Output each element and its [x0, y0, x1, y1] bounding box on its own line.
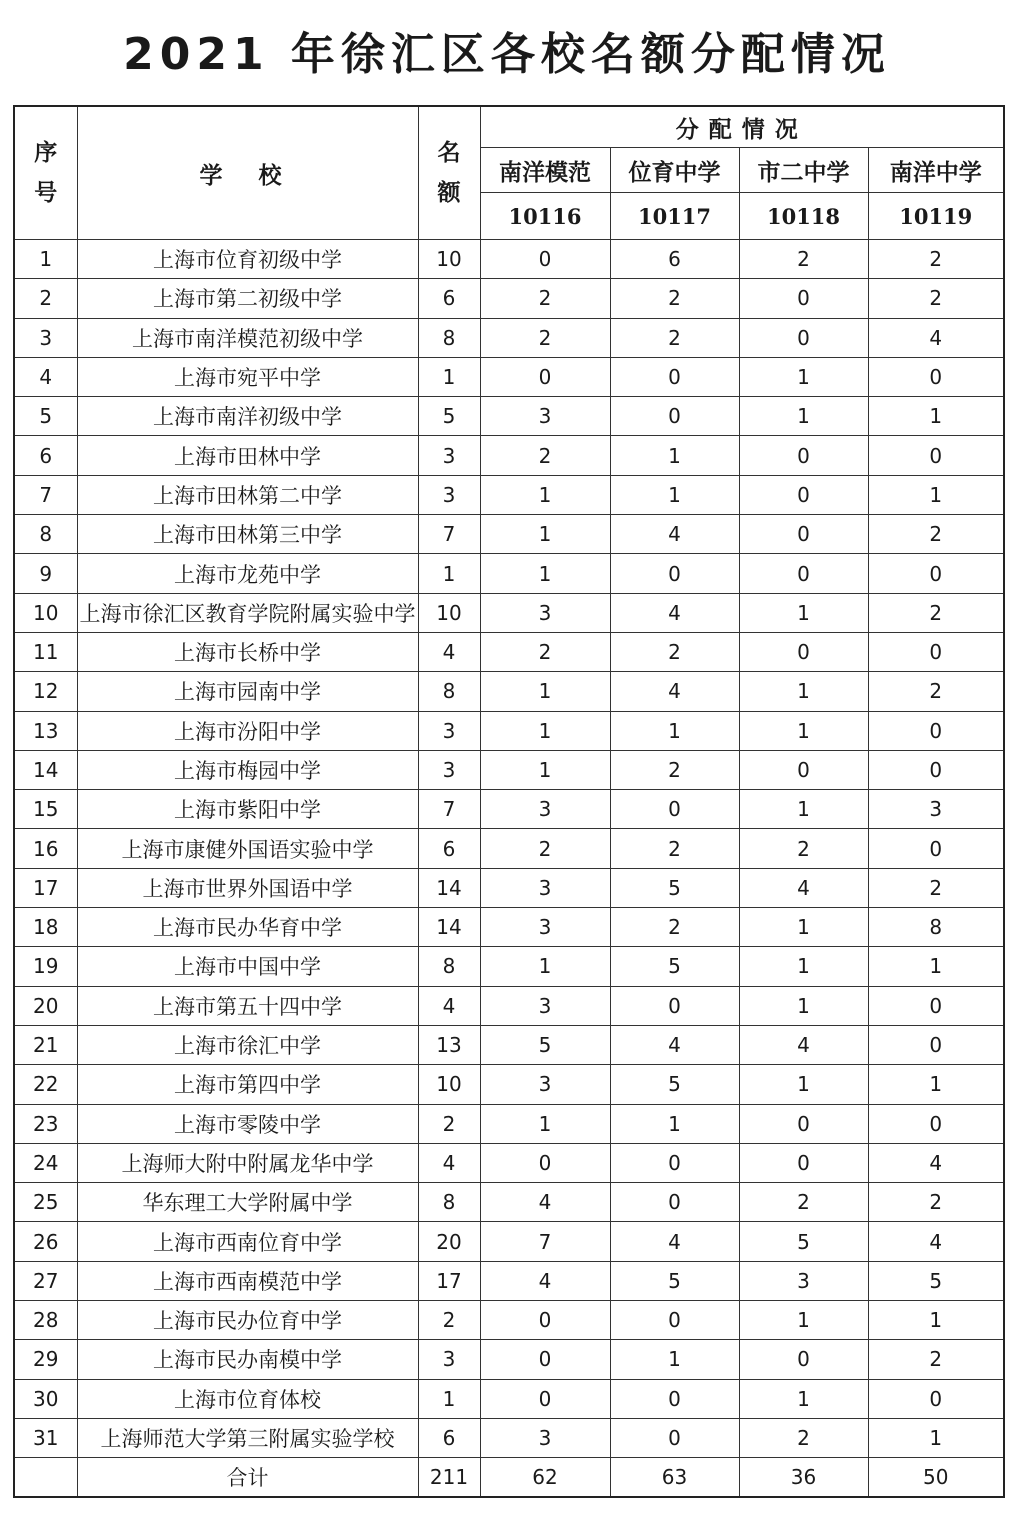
row-index: 5: [14, 397, 77, 436]
row-allocation: 0: [610, 554, 739, 593]
total-value: 63: [610, 1458, 739, 1498]
row-quota: 10: [418, 1065, 480, 1104]
table-body: [14, 240, 1004, 1458]
row-allocation: 0: [480, 357, 610, 396]
row-allocation: 2: [868, 1340, 1004, 1379]
row-allocation: 2: [610, 632, 739, 671]
row-allocation: 0: [480, 1143, 610, 1182]
header-target-code: 10116: [480, 193, 610, 240]
row-quota: 3: [418, 750, 480, 789]
header-target-code: 10117: [610, 193, 739, 240]
row-allocation: 4: [868, 1143, 1004, 1182]
row-allocation: 1: [480, 672, 610, 711]
row-allocation: 4: [739, 868, 868, 907]
row-allocation: 0: [739, 279, 868, 318]
row-allocation: 1: [739, 672, 868, 711]
total-value: 50: [868, 1458, 1004, 1498]
table-row: [14, 279, 1004, 318]
row-allocation: 4: [739, 1025, 868, 1064]
row-allocation: 1: [739, 1379, 868, 1418]
row-allocation: 4: [610, 672, 739, 711]
table-row: [14, 1143, 1004, 1182]
row-school-name: 上海市中国中学: [77, 947, 418, 986]
row-allocation: 0: [739, 1340, 868, 1379]
row-allocation: 2: [868, 672, 1004, 711]
row-quota: 3: [418, 475, 480, 514]
row-quota: 8: [418, 318, 480, 357]
row-quota: 10: [418, 240, 480, 279]
row-allocation: 0: [480, 1301, 610, 1340]
row-index: 14: [14, 750, 77, 789]
row-index: 28: [14, 1301, 77, 1340]
total-label: 合计: [77, 1458, 418, 1498]
row-quota: 8: [418, 1183, 480, 1222]
row-school-name: 上海市民办位育中学: [77, 1301, 418, 1340]
row-index: 15: [14, 790, 77, 829]
row-allocation: 1: [480, 515, 610, 554]
row-allocation: 2: [868, 279, 1004, 318]
header-target-code: 10118: [739, 193, 868, 240]
row-allocation: 0: [868, 1379, 1004, 1418]
table-row: [14, 1222, 1004, 1261]
table-row: [14, 475, 1004, 514]
table-header: [14, 106, 1004, 240]
row-quota: 14: [418, 868, 480, 907]
row-quota: 5: [418, 397, 480, 436]
row-allocation: 2: [480, 632, 610, 671]
row-quota: 1: [418, 1379, 480, 1418]
table-row: [14, 986, 1004, 1025]
row-school-name: 上海市西南模范中学: [77, 1261, 418, 1300]
row-allocation: 1: [868, 947, 1004, 986]
row-allocation: 4: [868, 1222, 1004, 1261]
row-quota: 13: [418, 1025, 480, 1064]
row-index: 10: [14, 593, 77, 632]
row-allocation: 3: [480, 397, 610, 436]
row-allocation: 1: [739, 357, 868, 396]
row-quota: 8: [418, 672, 480, 711]
row-school-name: 上海师大附中附属龙华中学: [77, 1143, 418, 1182]
row-allocation: 6: [610, 240, 739, 279]
row-allocation: 3: [480, 908, 610, 947]
row-allocation: 1: [739, 790, 868, 829]
row-index: 25: [14, 1183, 77, 1222]
row-quota: 3: [418, 1340, 480, 1379]
row-school-name: 上海市第二初级中学: [77, 279, 418, 318]
row-allocation: 3: [480, 868, 610, 907]
table-row: [14, 790, 1004, 829]
row-school-name: 上海市零陵中学: [77, 1104, 418, 1143]
row-allocation: 1: [610, 1340, 739, 1379]
row-index: 11: [14, 632, 77, 671]
row-quota: 6: [418, 1418, 480, 1457]
row-school-name: 上海市西南位育中学: [77, 1222, 418, 1261]
row-allocation: 3: [480, 1418, 610, 1457]
table-row: [14, 711, 1004, 750]
row-school-name: 上海市第五十四中学: [77, 986, 418, 1025]
row-index: 1: [14, 240, 77, 279]
row-allocation: 3: [739, 1261, 868, 1300]
row-allocation: 2: [739, 1418, 868, 1457]
row-index: 21: [14, 1025, 77, 1064]
row-allocation: 3: [480, 1065, 610, 1104]
row-index: 4: [14, 357, 77, 396]
row-index: 7: [14, 475, 77, 514]
row-index: 20: [14, 986, 77, 1025]
quota-table: [13, 105, 1005, 1498]
row-allocation: 2: [739, 240, 868, 279]
row-allocation: 2: [610, 318, 739, 357]
row-allocation: 0: [868, 436, 1004, 475]
table-row: [14, 240, 1004, 279]
row-allocation: 4: [480, 1261, 610, 1300]
row-index: 13: [14, 711, 77, 750]
table-row: [14, 397, 1004, 436]
row-allocation: 1: [610, 1104, 739, 1143]
row-school-name: 上海市田林第三中学: [77, 515, 418, 554]
row-quota: 8: [418, 947, 480, 986]
row-allocation: 2: [480, 436, 610, 475]
row-allocation: 0: [610, 1183, 739, 1222]
table-row: [14, 318, 1004, 357]
row-school-name: 上海市民办华育中学: [77, 908, 418, 947]
header-quota-line2: 额: [437, 179, 461, 206]
table-row: [14, 908, 1004, 947]
table-row: [14, 554, 1004, 593]
row-quota: 4: [418, 1143, 480, 1182]
row-allocation: 1: [868, 1418, 1004, 1457]
row-index: 3: [14, 318, 77, 357]
row-allocation: 1: [739, 1065, 868, 1104]
row-quota: 20: [418, 1222, 480, 1261]
row-school-name: 上海市田林中学: [77, 436, 418, 475]
row-allocation: 0: [480, 1379, 610, 1418]
row-allocation: 1: [868, 397, 1004, 436]
row-index: 31: [14, 1418, 77, 1457]
row-allocation: 0: [739, 1143, 868, 1182]
row-allocation: 1: [480, 475, 610, 514]
table-row: [14, 593, 1004, 632]
header-target-name: 市二中学: [739, 148, 868, 193]
table-row: [14, 1183, 1004, 1222]
row-quota: 6: [418, 829, 480, 868]
row-allocation: 1: [480, 947, 610, 986]
row-allocation: 0: [868, 986, 1004, 1025]
row-allocation: 5: [739, 1222, 868, 1261]
row-quota: 2: [418, 1104, 480, 1143]
total-quota: 211: [418, 1458, 480, 1498]
row-allocation: 0: [868, 357, 1004, 396]
row-quota: 6: [418, 279, 480, 318]
row-school-name: 上海市龙苑中学: [77, 554, 418, 593]
row-school-name: 上海市汾阳中学: [77, 711, 418, 750]
row-allocation: 0: [739, 436, 868, 475]
row-allocation: 2: [868, 1183, 1004, 1222]
table-row: [14, 436, 1004, 475]
row-allocation: 2: [610, 750, 739, 789]
row-allocation: 5: [610, 1065, 739, 1104]
table-row: [14, 1301, 1004, 1340]
row-index: 29: [14, 1340, 77, 1379]
row-school-name: 上海市康健外国语实验中学: [77, 829, 418, 868]
row-allocation: 0: [739, 632, 868, 671]
row-index: 24: [14, 1143, 77, 1182]
row-allocation: 4: [610, 515, 739, 554]
header-quota: [418, 106, 480, 240]
row-allocation: 1: [868, 1065, 1004, 1104]
row-allocation: 8: [868, 908, 1004, 947]
table-row: [14, 947, 1004, 986]
row-allocation: 5: [868, 1261, 1004, 1300]
row-allocation: 0: [739, 1104, 868, 1143]
header-index: [14, 106, 77, 240]
row-allocation: 0: [610, 397, 739, 436]
row-allocation: 0: [610, 357, 739, 396]
row-allocation: 1: [610, 711, 739, 750]
header-distribution: 分配情况: [480, 106, 1004, 148]
row-allocation: 0: [610, 1379, 739, 1418]
table-row: [14, 515, 1004, 554]
row-school-name: 上海市梅园中学: [77, 750, 418, 789]
row-allocation: 2: [610, 829, 739, 868]
row-index: 16: [14, 829, 77, 868]
row-allocation: 0: [868, 750, 1004, 789]
table-row: [14, 357, 1004, 396]
row-index: 30: [14, 1379, 77, 1418]
table-row: [14, 672, 1004, 711]
row-school-name: 上海市民办南模中学: [77, 1340, 418, 1379]
row-allocation: 4: [610, 1222, 739, 1261]
row-allocation: 2: [868, 868, 1004, 907]
row-allocation: 2: [480, 318, 610, 357]
row-school-name: 上海市南洋初级中学: [77, 397, 418, 436]
row-quota: 7: [418, 515, 480, 554]
row-quota: 4: [418, 632, 480, 671]
row-allocation: 3: [480, 593, 610, 632]
row-quota: 10: [418, 593, 480, 632]
row-allocation: 1: [480, 554, 610, 593]
row-index: 8: [14, 515, 77, 554]
row-allocation: 2: [480, 279, 610, 318]
table-row: [14, 632, 1004, 671]
row-index: 19: [14, 947, 77, 986]
row-quota: 1: [418, 357, 480, 396]
row-index: 18: [14, 908, 77, 947]
row-index: 12: [14, 672, 77, 711]
row-allocation: 0: [610, 1301, 739, 1340]
row-allocation: 0: [739, 554, 868, 593]
row-allocation: 0: [480, 1340, 610, 1379]
row-index: 23: [14, 1104, 77, 1143]
header-index-line1: 序: [34, 139, 58, 166]
row-index: 22: [14, 1065, 77, 1104]
header-target-name: 南洋模范: [480, 148, 610, 193]
header-quota-line1: 名: [437, 139, 461, 166]
row-allocation: 1: [480, 1104, 610, 1143]
header-target-name: 位育中学: [610, 148, 739, 193]
row-school-name: 上海市园南中学: [77, 672, 418, 711]
row-allocation: 0: [480, 240, 610, 279]
row-allocation: 1: [739, 947, 868, 986]
row-allocation: 1: [610, 475, 739, 514]
table-row: [14, 750, 1004, 789]
row-allocation: 2: [868, 515, 1004, 554]
row-allocation: 1: [480, 711, 610, 750]
row-quota: 1: [418, 554, 480, 593]
row-allocation: 1: [480, 750, 610, 789]
header-index-line2: 号: [34, 179, 58, 206]
row-allocation: 1: [739, 986, 868, 1025]
total-row: [14, 1458, 1004, 1498]
row-allocation: 0: [868, 829, 1004, 868]
table-row: [14, 868, 1004, 907]
row-allocation: 7: [480, 1222, 610, 1261]
row-school-name: 上海市宛平中学: [77, 357, 418, 396]
row-allocation: 1: [739, 397, 868, 436]
row-index: 2: [14, 279, 77, 318]
row-allocation: 0: [739, 515, 868, 554]
table-row: [14, 1065, 1004, 1104]
row-allocation: 4: [480, 1183, 610, 1222]
row-school-name: 上海市第四中学: [77, 1065, 418, 1104]
row-allocation: 0: [610, 790, 739, 829]
row-allocation: 2: [739, 829, 868, 868]
row-allocation: 1: [610, 436, 739, 475]
row-allocation: 0: [868, 1025, 1004, 1064]
row-allocation: 0: [868, 1104, 1004, 1143]
row-allocation: 0: [739, 750, 868, 789]
row-allocation: 0: [610, 1143, 739, 1182]
row-school-name: 上海市田林第二中学: [77, 475, 418, 514]
row-school-name: 华东理工大学附属中学: [77, 1183, 418, 1222]
row-index: 6: [14, 436, 77, 475]
row-allocation: 2: [868, 240, 1004, 279]
row-school-name: 上海市位育体校: [77, 1379, 418, 1418]
table-row: [14, 1379, 1004, 1418]
row-allocation: 0: [868, 554, 1004, 593]
row-index: 26: [14, 1222, 77, 1261]
row-allocation: 5: [480, 1025, 610, 1064]
row-allocation: 2: [610, 279, 739, 318]
row-allocation: 4: [610, 1025, 739, 1064]
table-row: [14, 829, 1004, 868]
document-title: 2021 年徐汇区各校名额分配情况: [123, 29, 891, 80]
row-allocation: 4: [868, 318, 1004, 357]
row-allocation: 5: [610, 868, 739, 907]
table-row: [14, 1104, 1004, 1143]
total-value: 36: [739, 1458, 868, 1498]
row-quota: 17: [418, 1261, 480, 1300]
row-allocation: 2: [868, 593, 1004, 632]
row-allocation: 4: [610, 593, 739, 632]
row-allocation: 1: [739, 1301, 868, 1340]
table-row: [14, 1025, 1004, 1064]
row-allocation: 2: [610, 908, 739, 947]
row-school-name: 上海市位育初级中学: [77, 240, 418, 279]
row-allocation: 3: [868, 790, 1004, 829]
table-row: [14, 1418, 1004, 1457]
row-quota: 3: [418, 436, 480, 475]
row-allocation: 5: [610, 947, 739, 986]
row-allocation: 1: [739, 593, 868, 632]
header-school: 学 校: [77, 106, 418, 240]
row-allocation: 0: [739, 318, 868, 357]
row-allocation: 1: [739, 908, 868, 947]
row-allocation: 2: [480, 829, 610, 868]
row-school-name: 上海市长桥中学: [77, 632, 418, 671]
row-school-name: 上海市徐汇中学: [77, 1025, 418, 1064]
row-quota: 3: [418, 711, 480, 750]
table-row: [14, 1340, 1004, 1379]
row-allocation: 5: [610, 1261, 739, 1300]
total-value: 62: [480, 1458, 610, 1498]
row-allocation: 3: [480, 986, 610, 1025]
row-index: 9: [14, 554, 77, 593]
row-quota: 7: [418, 790, 480, 829]
row-allocation: 1: [868, 475, 1004, 514]
row-quota: 14: [418, 908, 480, 947]
row-allocation: 0: [610, 1418, 739, 1457]
row-allocation: 0: [868, 632, 1004, 671]
row-school-name: 上海市世界外国语中学: [77, 868, 418, 907]
row-allocation: 0: [739, 475, 868, 514]
row-allocation: 0: [610, 986, 739, 1025]
row-school-name: 上海市徐汇区教育学院附属实验中学: [77, 593, 418, 632]
header-target-code: 10119: [868, 193, 1004, 240]
row-school-name: 上海市紫阳中学: [77, 790, 418, 829]
table-row: [14, 1261, 1004, 1300]
row-allocation: 3: [480, 790, 610, 829]
row-allocation: 0: [868, 711, 1004, 750]
row-school-name: 上海师范大学第三附属实验学校: [77, 1418, 418, 1457]
row-index: 27: [14, 1261, 77, 1300]
row-allocation: 2: [739, 1183, 868, 1222]
row-index: 17: [14, 868, 77, 907]
row-quota: 2: [418, 1301, 480, 1340]
header-target-name: 南洋中学: [868, 148, 1004, 193]
row-allocation: 1: [868, 1301, 1004, 1340]
row-quota: 4: [418, 986, 480, 1025]
row-school-name: 上海市南洋模范初级中学: [77, 318, 418, 357]
row-allocation: 1: [739, 711, 868, 750]
total-index-cell: [14, 1458, 77, 1498]
